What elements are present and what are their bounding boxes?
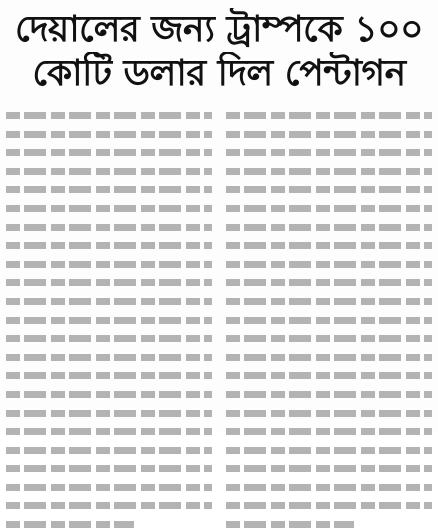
- text-line-placeholder: [226, 465, 432, 472]
- text-line-placeholder: [6, 279, 212, 286]
- text-line-placeholder: [226, 298, 432, 305]
- text-line-placeholder: [6, 224, 212, 231]
- text-line-placeholder: [6, 242, 212, 249]
- text-line-placeholder: [226, 317, 432, 324]
- text-line-placeholder: [226, 149, 432, 156]
- text-line-placeholder: [6, 131, 212, 138]
- text-line-placeholder: [6, 502, 212, 509]
- text-line-placeholder: [6, 391, 212, 398]
- text-line-placeholder: [6, 372, 212, 379]
- headline-line-2: কোটি ডলার দিল পেন্টাগন: [32, 53, 406, 94]
- text-line-placeholder: [6, 261, 212, 268]
- text-line-placeholder: [226, 168, 432, 175]
- article-body: [6, 112, 432, 428]
- text-line-placeholder: [6, 447, 212, 454]
- text-line-placeholder: [226, 112, 432, 119]
- text-line-placeholder: [226, 224, 432, 231]
- text-line-placeholder: [6, 149, 212, 156]
- article-column-right: [226, 112, 432, 428]
- text-line-placeholder: [226, 205, 432, 212]
- text-line-placeholder: [6, 521, 134, 528]
- text-line-placeholder: [226, 391, 432, 398]
- text-line-placeholder: [6, 298, 212, 305]
- text-line-placeholder: [226, 502, 432, 509]
- text-line-placeholder: [6, 112, 212, 119]
- text-line-placeholder: [6, 410, 212, 417]
- text-line-placeholder: [226, 186, 432, 193]
- headline: [8, 8, 430, 96]
- text-line-placeholder: [226, 484, 432, 491]
- text-line-placeholder: [6, 205, 212, 212]
- text-line-placeholder: [226, 521, 354, 528]
- text-line-placeholder: [226, 335, 432, 342]
- text-line-placeholder: [6, 354, 212, 361]
- text-line-placeholder: [6, 465, 212, 472]
- text-line-placeholder: [6, 186, 212, 193]
- headline-line-1: দেয়ালের জন্য ট্রাম্পকে ১০০: [14, 9, 424, 50]
- text-line-placeholder: [226, 242, 432, 249]
- text-line-placeholder: [226, 372, 432, 379]
- text-line-placeholder: [226, 354, 432, 361]
- text-line-placeholder: [226, 279, 432, 286]
- text-line-placeholder: [226, 447, 432, 454]
- article-column-left: [6, 112, 212, 428]
- text-line-placeholder: [226, 410, 432, 417]
- text-line-placeholder: [6, 484, 212, 491]
- text-line-placeholder: [6, 335, 212, 342]
- text-line-placeholder: [6, 168, 212, 175]
- text-line-placeholder: [6, 317, 212, 324]
- text-line-placeholder: [226, 131, 432, 138]
- text-line-placeholder: [226, 261, 432, 268]
